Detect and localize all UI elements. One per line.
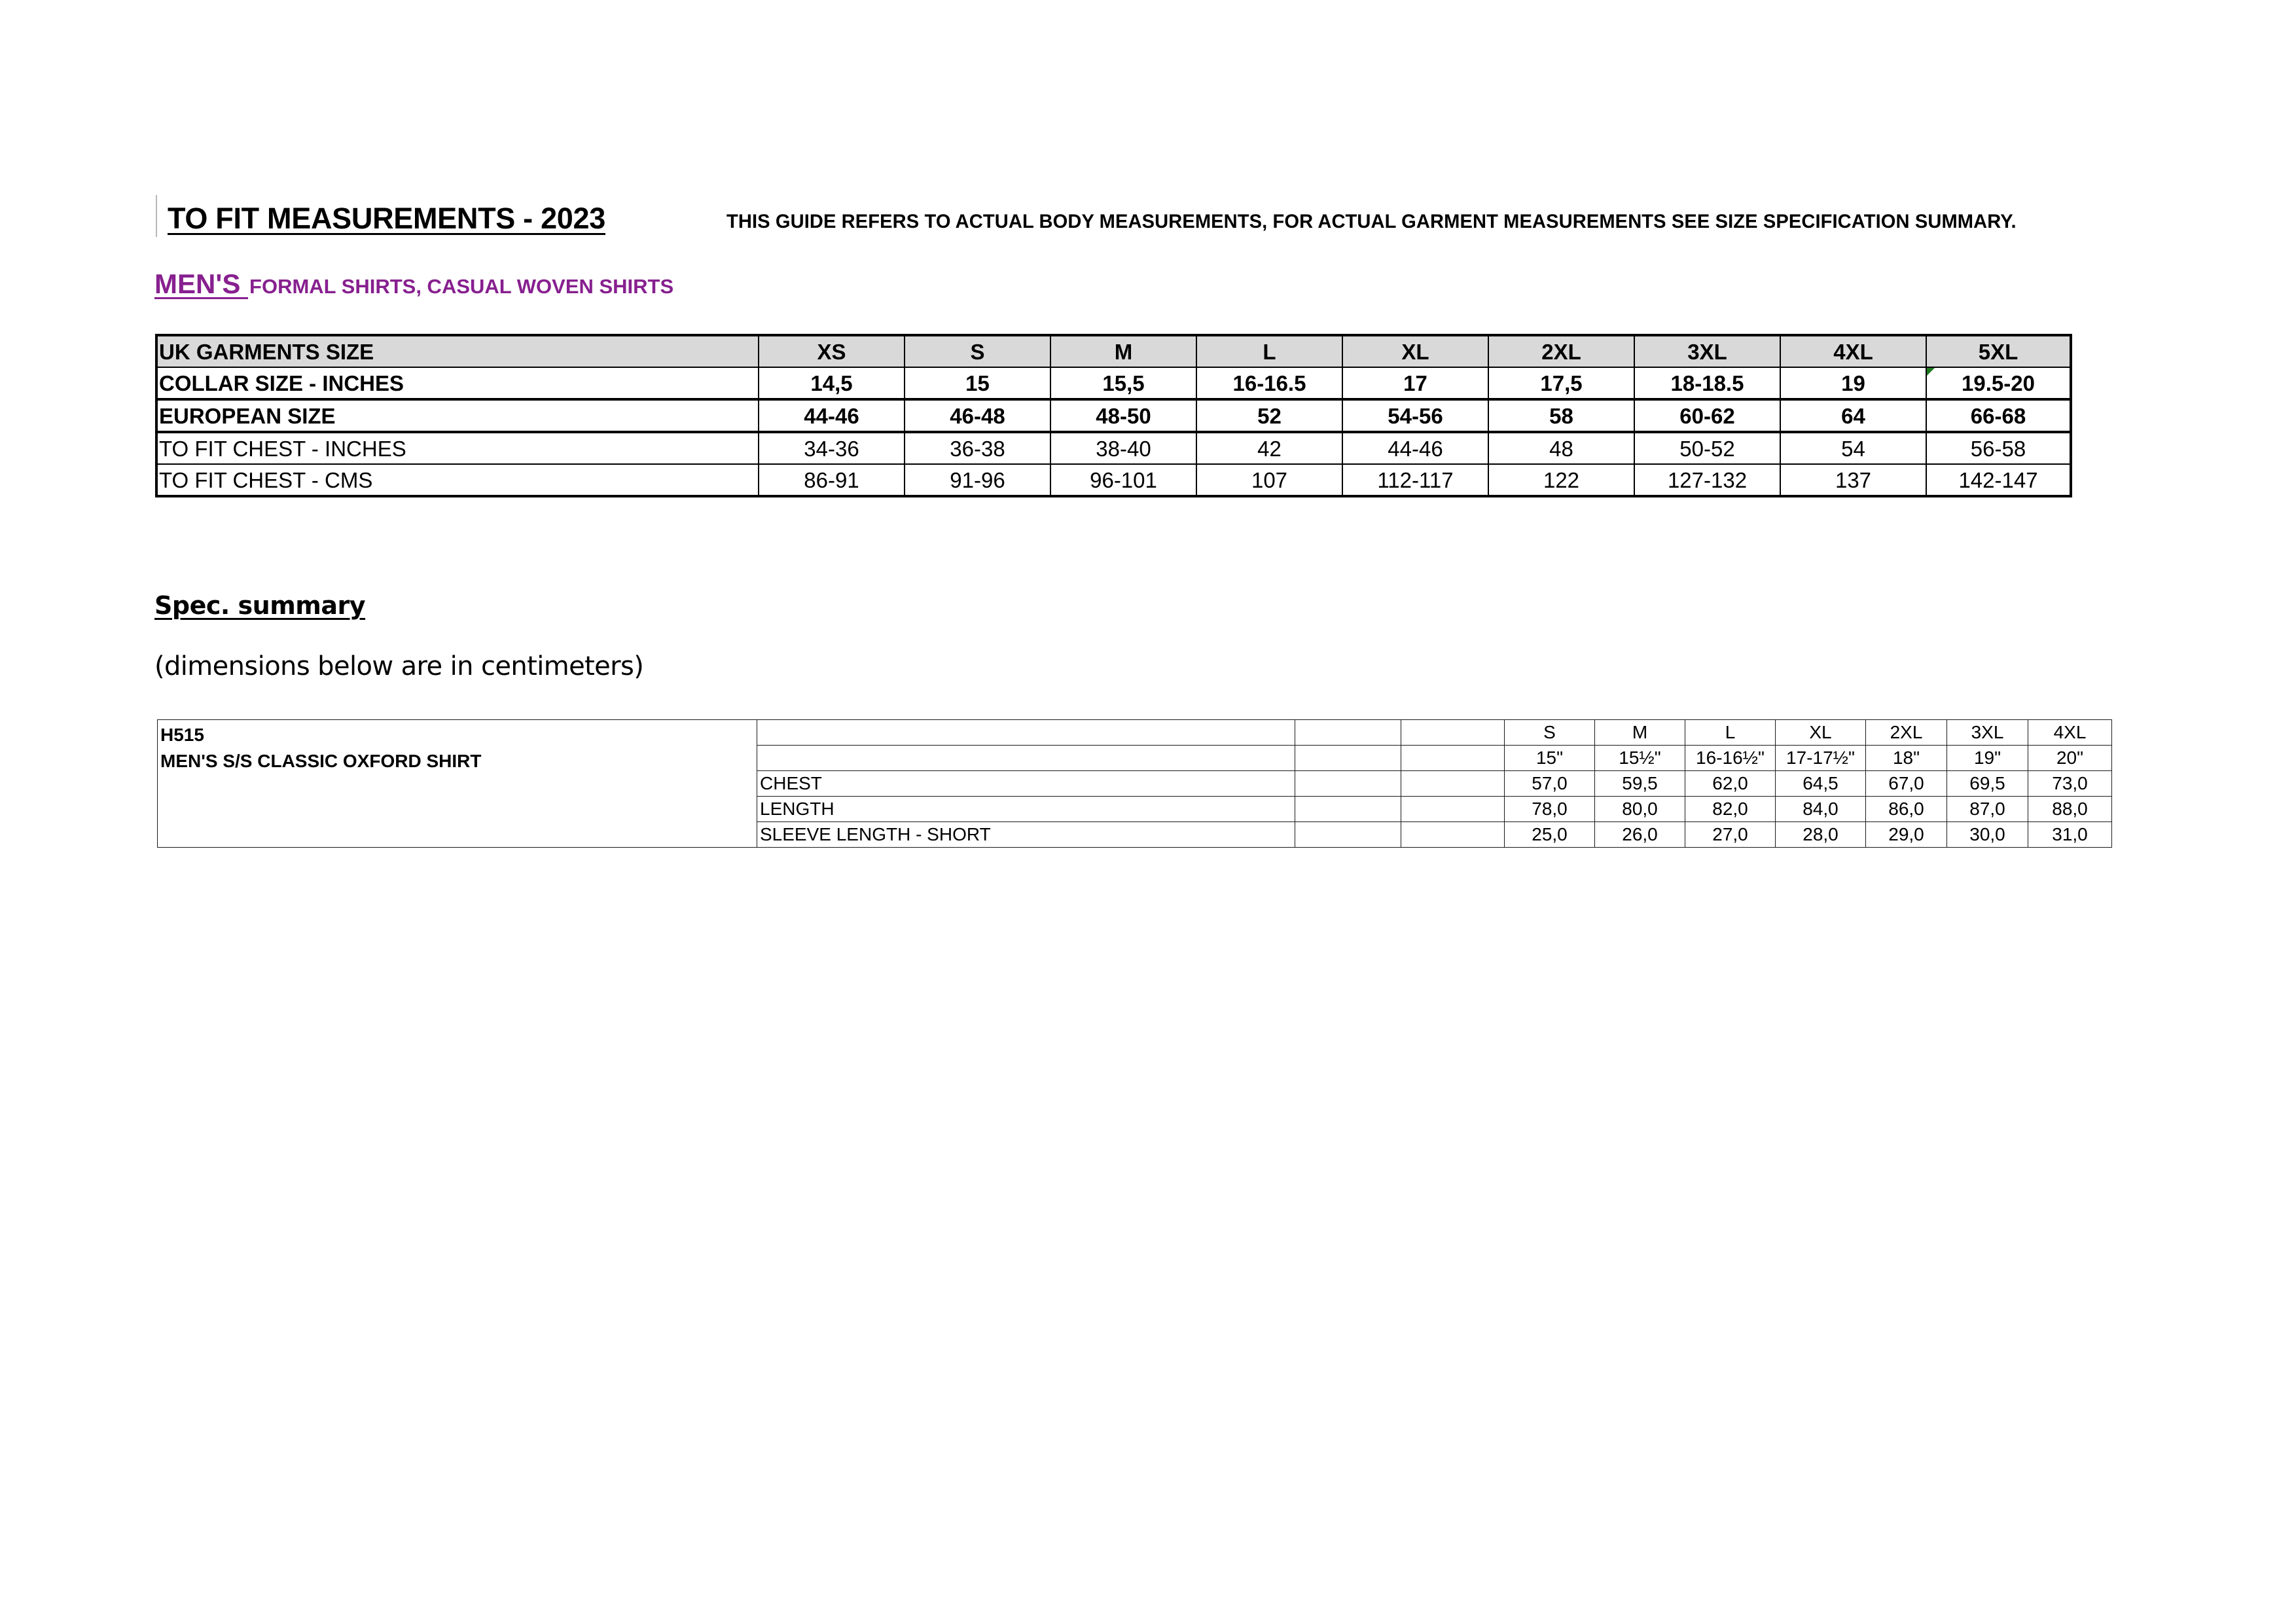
table-cell: 14,5 (759, 367, 905, 399)
empty-cell (1401, 746, 1505, 771)
spec-size-cell: XL (1776, 720, 1866, 746)
product-cell (158, 720, 757, 848)
section-label: MEN'S (154, 268, 249, 299)
table-cell: 56-58 (1926, 432, 2071, 464)
spec-cell: 78,0 (1505, 797, 1595, 822)
spec-row-label: CHEST (757, 771, 1295, 797)
title-rule (156, 195, 157, 237)
empty-cell (1401, 771, 1505, 797)
chest-inches-row (156, 432, 2071, 464)
spec-row-label: SLEEVE LENGTH - SHORT (757, 822, 1295, 848)
table-cell: 137 (1780, 464, 1926, 496)
empty-cell (1401, 797, 1505, 822)
row-label: TO FIT CHEST - INCHES (156, 432, 759, 464)
spec-cell: 88,0 (2028, 797, 2112, 822)
product-name: MEN'S S/S CLASSIC OXFORD SHIRT (160, 751, 482, 771)
collar-cell: 20" (2028, 746, 2112, 771)
empty-cell (1295, 720, 1401, 746)
spec-cell: 29,0 (1866, 822, 1947, 848)
table-cell: 66-68 (1926, 399, 2071, 432)
spec-summary-note: (dimensions below are in centimeters) (154, 651, 644, 681)
table-cell: 127-132 (1634, 464, 1780, 496)
size-header-cell: XS (759, 335, 905, 367)
spec-summary-title: Spec. summary (154, 591, 366, 620)
spec-cell: 25,0 (1505, 822, 1595, 848)
table-cell: 112-117 (1342, 464, 1488, 496)
table-cell: 96-101 (1050, 464, 1196, 496)
size-header-cell: 3XL (1634, 335, 1780, 367)
table-cell: 34-36 (759, 432, 905, 464)
spec-table (157, 719, 2112, 848)
title-row (156, 191, 2119, 244)
empty-cell (757, 720, 1295, 746)
table-cell: 15,5 (1050, 367, 1196, 399)
spec-cell: 64,5 (1776, 771, 1866, 797)
table-cell: 91-96 (905, 464, 1050, 496)
table-cell: 50-52 (1634, 432, 1780, 464)
table-cell: 107 (1196, 464, 1342, 496)
product-code: H515 (160, 725, 204, 745)
spec-size-row (158, 720, 2112, 746)
size-header-cell: L (1196, 335, 1342, 367)
spec-size-cell: 2XL (1866, 720, 1947, 746)
section-subtitle: FORMAL SHIRTS, CASUAL WOVEN SHIRTS (249, 275, 674, 298)
spec-cell: 57,0 (1505, 771, 1595, 797)
size-header-label: UK GARMENTS SIZE (156, 335, 759, 367)
table-cell: 17 (1342, 367, 1488, 399)
table-cell: 19 (1780, 367, 1926, 399)
spec-size-cell: M (1595, 720, 1685, 746)
table-cell: 54-56 (1342, 399, 1488, 432)
table-cell (1926, 367, 2071, 399)
spec-cell: 59,5 (1595, 771, 1685, 797)
table-cell: 58 (1488, 399, 1634, 432)
spec-cell: 73,0 (2028, 771, 2112, 797)
section-heading (154, 268, 673, 300)
table-cell: 48 (1488, 432, 1634, 464)
table-cell: 15 (905, 367, 1050, 399)
collar-size-row (156, 367, 2071, 399)
collar-cell: 15½" (1595, 746, 1685, 771)
table-cell: 16-16.5 (1196, 367, 1342, 399)
row-label: COLLAR SIZE - INCHES (156, 367, 759, 399)
empty-cell (1295, 822, 1401, 848)
empty-cell (1401, 720, 1505, 746)
spec-cell: 87,0 (1947, 797, 2028, 822)
collar-cell: 19" (1947, 746, 2028, 771)
spec-cell: 27,0 (1685, 822, 1776, 848)
row-label: EUROPEAN SIZE (156, 399, 759, 432)
size-header-cell: M (1050, 335, 1196, 367)
size-header-cell: S (905, 335, 1050, 367)
comment-marker-icon (1927, 368, 1935, 376)
table-cell: 42 (1196, 432, 1342, 464)
cell-value: 19.5-20 (1962, 370, 2035, 395)
size-header-cell: XL (1342, 335, 1488, 367)
spec-cell: 62,0 (1685, 771, 1776, 797)
table-cell: 36-38 (905, 432, 1050, 464)
collar-cell: 18" (1866, 746, 1947, 771)
size-header-cell: 2XL (1488, 335, 1634, 367)
spec-cell: 28,0 (1776, 822, 1866, 848)
table-cell: 17,5 (1488, 367, 1634, 399)
spec-size-cell: 3XL (1947, 720, 2028, 746)
table-cell: 122 (1488, 464, 1634, 496)
spec-cell: 67,0 (1866, 771, 1947, 797)
size-header-row (156, 335, 2071, 367)
guide-note: THIS GUIDE REFERS TO ACTUAL BODY MEASUREMENTS, FOR ACTUAL GARMENT MEASUREMENTS SEE SIZE SPECIFICATION SUMMARY. (726, 211, 2017, 232)
table-cell: 54 (1780, 432, 1926, 464)
table-cell: 48-50 (1050, 399, 1196, 432)
spec-cell: 84,0 (1776, 797, 1866, 822)
spec-cell: 26,0 (1595, 822, 1685, 848)
table-cell: 18-18.5 (1634, 367, 1780, 399)
collar-cell: 15" (1505, 746, 1595, 771)
table-cell: 64 (1780, 399, 1926, 432)
page-title: TO FIT MEASUREMENTS - 2023 (168, 202, 605, 235)
collar-cell: 17-17½" (1776, 746, 1866, 771)
chest-cms-row (156, 464, 2071, 496)
table-cell: 46-48 (905, 399, 1050, 432)
size-header-cell: 4XL (1780, 335, 1926, 367)
empty-cell (1295, 746, 1401, 771)
table-cell: 142-147 (1926, 464, 2071, 496)
spec-cell: 69,5 (1947, 771, 2028, 797)
spec-row-label: LENGTH (757, 797, 1295, 822)
table-cell: 52 (1196, 399, 1342, 432)
table-cell: 44-46 (1342, 432, 1488, 464)
spec-size-cell: S (1505, 720, 1595, 746)
table-cell: 86-91 (759, 464, 905, 496)
collar-cell: 16-16½" (1685, 746, 1776, 771)
empty-cell (757, 746, 1295, 771)
spec-size-cell: 4XL (2028, 720, 2112, 746)
size-table (155, 334, 2072, 497)
empty-cell (1295, 771, 1401, 797)
size-header-cell: 5XL (1926, 335, 2071, 367)
empty-cell (1401, 822, 1505, 848)
spec-cell: 30,0 (1947, 822, 2028, 848)
table-cell: 60-62 (1634, 399, 1780, 432)
spec-cell: 31,0 (2028, 822, 2112, 848)
empty-cell (1295, 797, 1401, 822)
spec-cell: 82,0 (1685, 797, 1776, 822)
spec-cell: 86,0 (1866, 797, 1947, 822)
table-cell: 44-46 (759, 399, 905, 432)
spec-cell: 80,0 (1595, 797, 1685, 822)
table-cell: 38-40 (1050, 432, 1196, 464)
european-size-row (156, 399, 2071, 432)
spec-size-cell: L (1685, 720, 1776, 746)
row-label: TO FIT CHEST - CMS (156, 464, 759, 496)
